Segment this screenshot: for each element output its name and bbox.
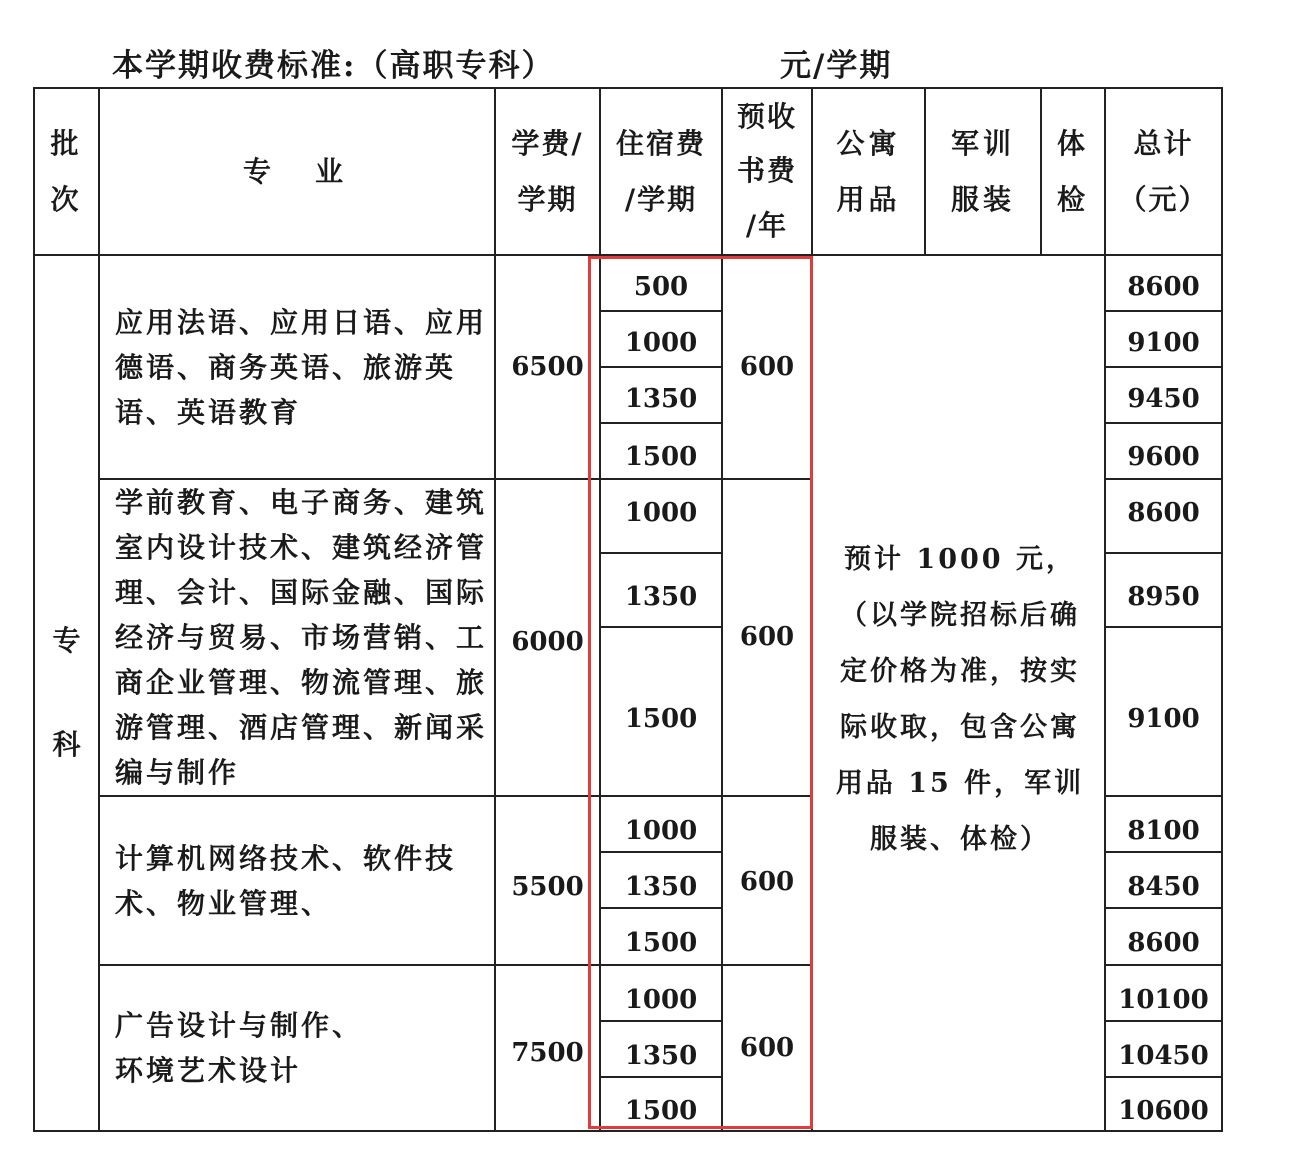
document-title: 本学期收费标准:（高职专科） bbox=[112, 48, 555, 84]
group-2-tuition: 6000 bbox=[511, 627, 584, 658]
header-uniform: 军训 服装 bbox=[950, 126, 1015, 216]
fees-note: 预计 1000 元，（以学院招标后确定价格为准，按实际收取，包含公寓用品 15 件，军训服装、体检） bbox=[835, 544, 1085, 855]
group-2-dorm-1: 1000 bbox=[624, 497, 698, 528]
header-apartment: 公寓 用品 bbox=[836, 126, 901, 216]
group-3-dorm-2: 1350 bbox=[624, 871, 698, 902]
header-tuition: 学费/ 学期 bbox=[511, 126, 584, 216]
group-4-dorm-1: 1000 bbox=[624, 984, 698, 1015]
group-4-dorm-3: 1500 bbox=[624, 1095, 698, 1126]
group-4-books: 600 bbox=[739, 1032, 795, 1063]
group-2-total-1: 8600 bbox=[1127, 497, 1200, 528]
group-2-total-2: 8950 bbox=[1127, 581, 1200, 612]
group-3-books: 600 bbox=[739, 867, 795, 898]
group-1-total-3: 9450 bbox=[1127, 383, 1200, 414]
group-1-books: 600 bbox=[739, 351, 795, 382]
header-major: 专 业 bbox=[242, 154, 351, 188]
group-3-majors: 计算机网络技术、软件技术、物业管理、 bbox=[115, 841, 457, 920]
group-3-total-3: 8600 bbox=[1127, 928, 1200, 959]
group-1-majors: 应用法语、应用日语、应用德语、商务英语、旅游英语、英语教育 bbox=[115, 305, 488, 429]
group-4-tuition: 7500 bbox=[511, 1037, 584, 1068]
group-3-tuition: 5500 bbox=[511, 872, 584, 903]
group-1-dorm-1: 500 bbox=[633, 271, 689, 302]
unit-label: 元/学期 bbox=[780, 48, 893, 84]
group-4-total-1: 10100 bbox=[1118, 984, 1209, 1015]
group-2-dorm-2: 1350 bbox=[624, 581, 698, 612]
group-1-total-4: 9600 bbox=[1127, 441, 1200, 472]
group-4-total-3: 10600 bbox=[1118, 1095, 1209, 1126]
group-3-dorm-3: 1500 bbox=[624, 928, 698, 959]
group-1-dorm-2: 1000 bbox=[624, 327, 698, 358]
group-2-books: 600 bbox=[739, 622, 795, 653]
group-1-dorm-3: 1350 bbox=[624, 383, 698, 414]
group-2-total-3: 9100 bbox=[1127, 704, 1200, 735]
group-2-majors: 学前教育、电子商务、建筑室内设计技术、建筑经济管理、会计、国际金融、国际经济与贸易、市场营销、工商企业管理、物流管理、旅游管理、酒店管理、新闻采编与制作 bbox=[115, 486, 488, 789]
group-1-total-1: 8600 bbox=[1127, 271, 1200, 302]
group-4-total-2: 10450 bbox=[1118, 1040, 1209, 1071]
group-3-dorm-1: 1000 bbox=[624, 815, 698, 846]
header-total: 总计 （元） bbox=[1118, 126, 1209, 216]
header-batch: 批 次 bbox=[50, 126, 83, 216]
group-4-majors: 广告设计与制作、 环境艺术设计 bbox=[115, 1009, 364, 1087]
batch-value: 专 科 bbox=[52, 624, 81, 761]
group-3-total-2: 8450 bbox=[1127, 871, 1200, 902]
group-1-tuition: 6500 bbox=[511, 351, 584, 382]
group-1-total-2: 9100 bbox=[1127, 327, 1200, 358]
group-4-dorm-2: 1350 bbox=[624, 1040, 698, 1071]
group-1-dorm-4: 1500 bbox=[624, 441, 698, 472]
group-2-dorm-3: 1500 bbox=[624, 704, 698, 735]
header-books: 预收 书费 /年 bbox=[736, 99, 797, 242]
header-exam: 体 检 bbox=[1056, 126, 1089, 216]
group-3-total-1: 8100 bbox=[1127, 815, 1200, 846]
header-dorm: 住宿费 /学期 bbox=[615, 126, 706, 216]
